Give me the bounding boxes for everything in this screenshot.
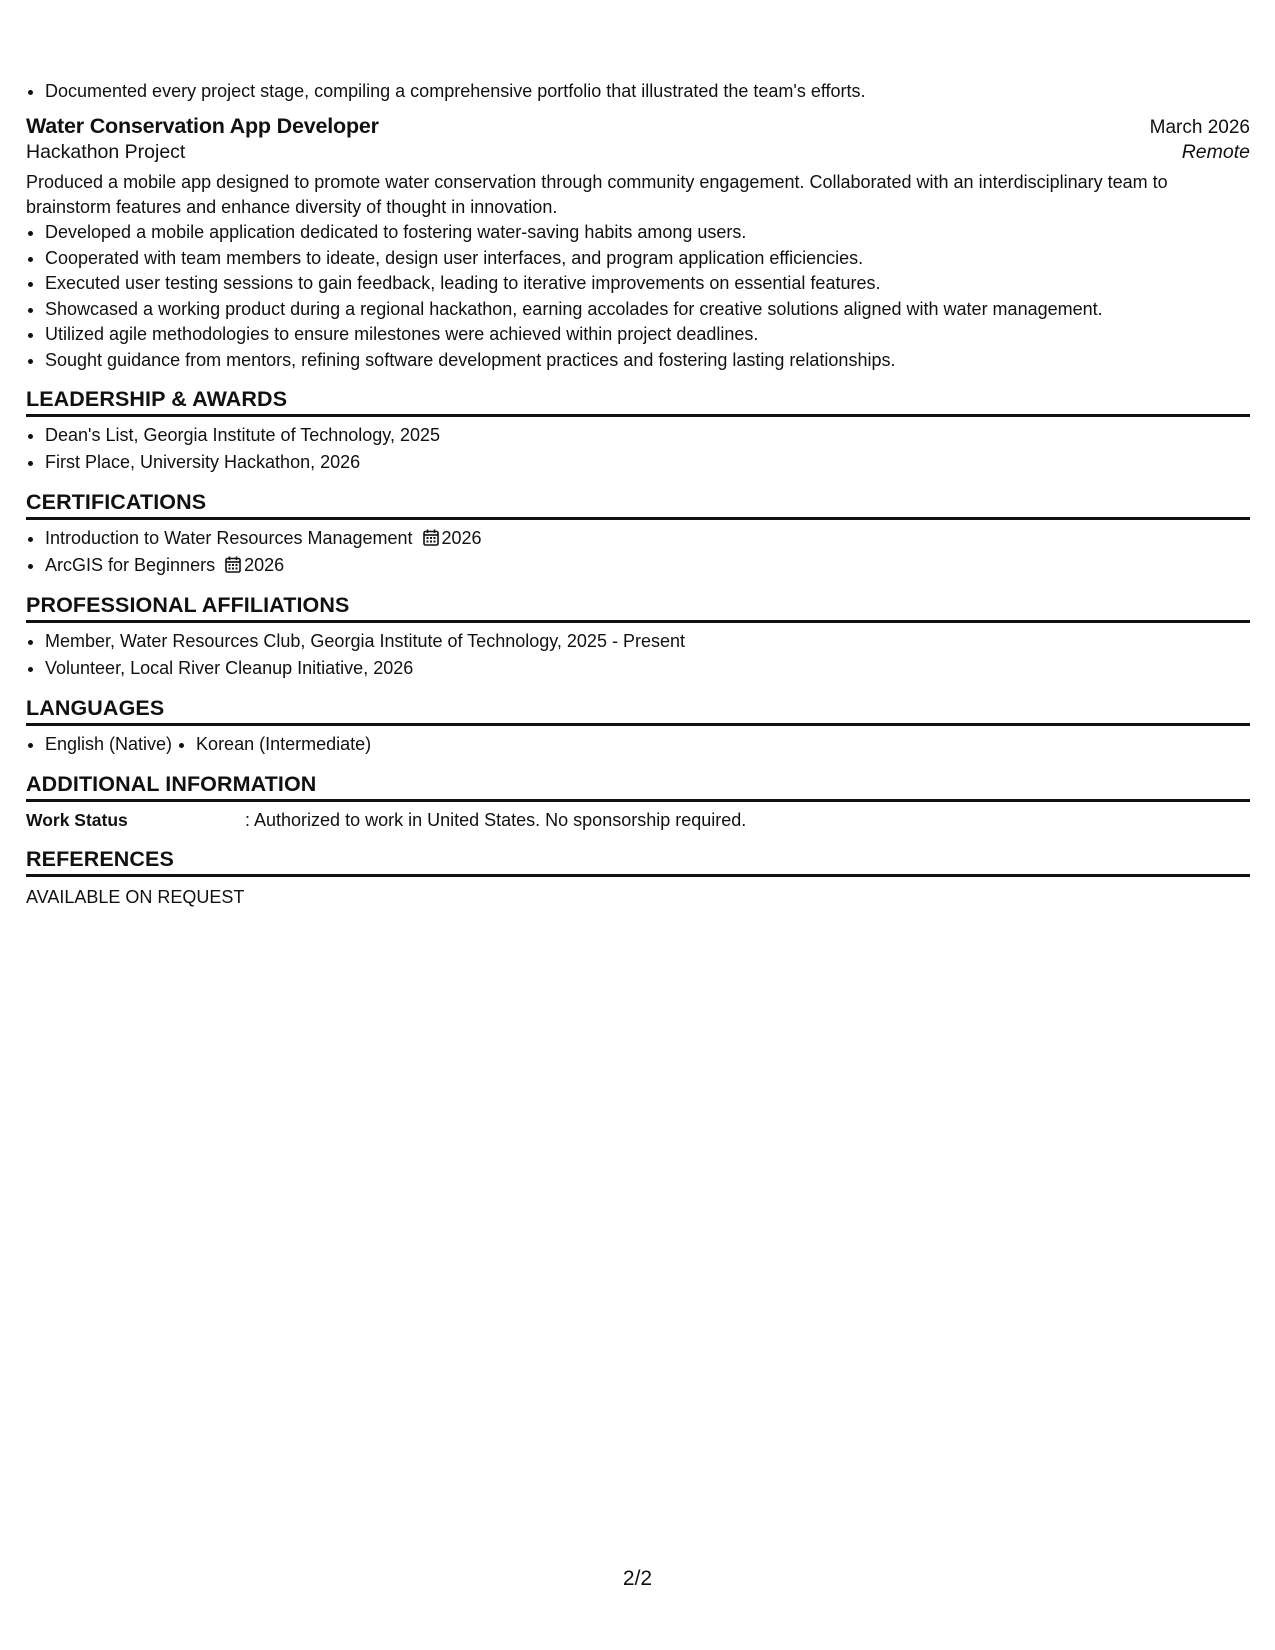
section-affiliations (26, 593, 1250, 682)
section-additional-information (26, 772, 1250, 833)
list-item: • Showcased a working product during a regional hackathon, earning accolades for creative solutions aligned with water management. (45, 297, 1250, 323)
certification-name: Introduction to Water Resources Management (45, 528, 413, 548)
section-references (26, 847, 1250, 910)
job-title: Water Conservation App Developer (26, 114, 379, 138)
list-item: • Developed a mobile application dedicated to fostering water-saving habits among users. (45, 220, 1250, 246)
section-title: ADDITIONAL INFORMATION (26, 772, 1250, 802)
list-item: • Documented every project stage, compiling a comprehensive portfolio that illustrated the team's efforts. (45, 78, 1250, 105)
job-header (26, 114, 1250, 139)
section-certifications (26, 490, 1250, 579)
job-location: Remote (1181, 141, 1250, 163)
job-bullets (26, 220, 1250, 373)
work-status-value: : Authorized to work in United States. No sponsorship required. (245, 810, 747, 830)
list-item: • Executed user testing sessions to gain feedback, leading to iterative improvements on essential features. (45, 271, 1250, 297)
list-item: • English (Native) (45, 731, 172, 758)
work-status-label: Work Status (26, 810, 128, 830)
list-item: • Sought guidance from mentors, refining software development practices and fostering lasting relationships. (45, 348, 1250, 374)
certifications-list (26, 525, 1250, 579)
section-title: LANGUAGES (26, 696, 1250, 726)
list-item (45, 552, 1250, 579)
section-languages (26, 696, 1250, 758)
list-item: • Utilized agile methodologies to ensure milestones were achieved within project deadlines. (45, 322, 1250, 348)
references-text: AVAILABLE ON REQUEST (26, 887, 245, 907)
calendar-icon (225, 556, 241, 573)
section-title: REFERENCES (26, 847, 1250, 877)
certification-name: ArcGIS for Beginners (45, 555, 216, 575)
list-item: • Cooperated with team members to ideate, design user interfaces, and program application efficiencies. (45, 246, 1250, 272)
resume-page (26, 78, 1250, 910)
section-title: PROFESSIONAL AFFILIATIONS (26, 593, 1250, 623)
certification-year: 2026 (441, 528, 482, 548)
list-item (45, 525, 1250, 552)
affiliations-list (26, 628, 1250, 682)
calendar-icon (423, 529, 439, 546)
languages-list (26, 731, 1250, 758)
previous-experience-bullets (26, 78, 1250, 105)
leadership-list (26, 422, 1250, 476)
section-title: LEADERSHIP & AWARDS (26, 387, 1250, 417)
list-item: • Volunteer, Local River Cleanup Initiative, 2026 (45, 655, 1250, 682)
certification-year: 2026 (244, 555, 285, 575)
page-number: 2/2 (622, 1567, 653, 1590)
list-item: • Dean's List, Georgia Institute of Technology, 2025 (45, 422, 1250, 449)
list-item: • Member, Water Resources Club, Georgia Institute of Technology, 2025 - Present (45, 628, 1250, 655)
section-leadership (26, 387, 1250, 476)
job-description: Produced a mobile app designed to promote water conservation through community engagement. Collaborated with an interdisciplinary team to brainstorm features and enhance diversity of thought in innovation. (26, 172, 1168, 217)
job-date: March 2026 (1149, 117, 1250, 138)
job-subheader (26, 141, 1250, 164)
job-organization: Hackathon Project (26, 141, 186, 163)
work-status-row (26, 807, 1250, 833)
experience-entry (26, 114, 1250, 373)
section-title: CERTIFICATIONS (26, 490, 1250, 520)
list-item: • Korean (Intermediate) (196, 731, 371, 758)
list-item: • First Place, University Hackathon, 2026 (45, 449, 1250, 476)
